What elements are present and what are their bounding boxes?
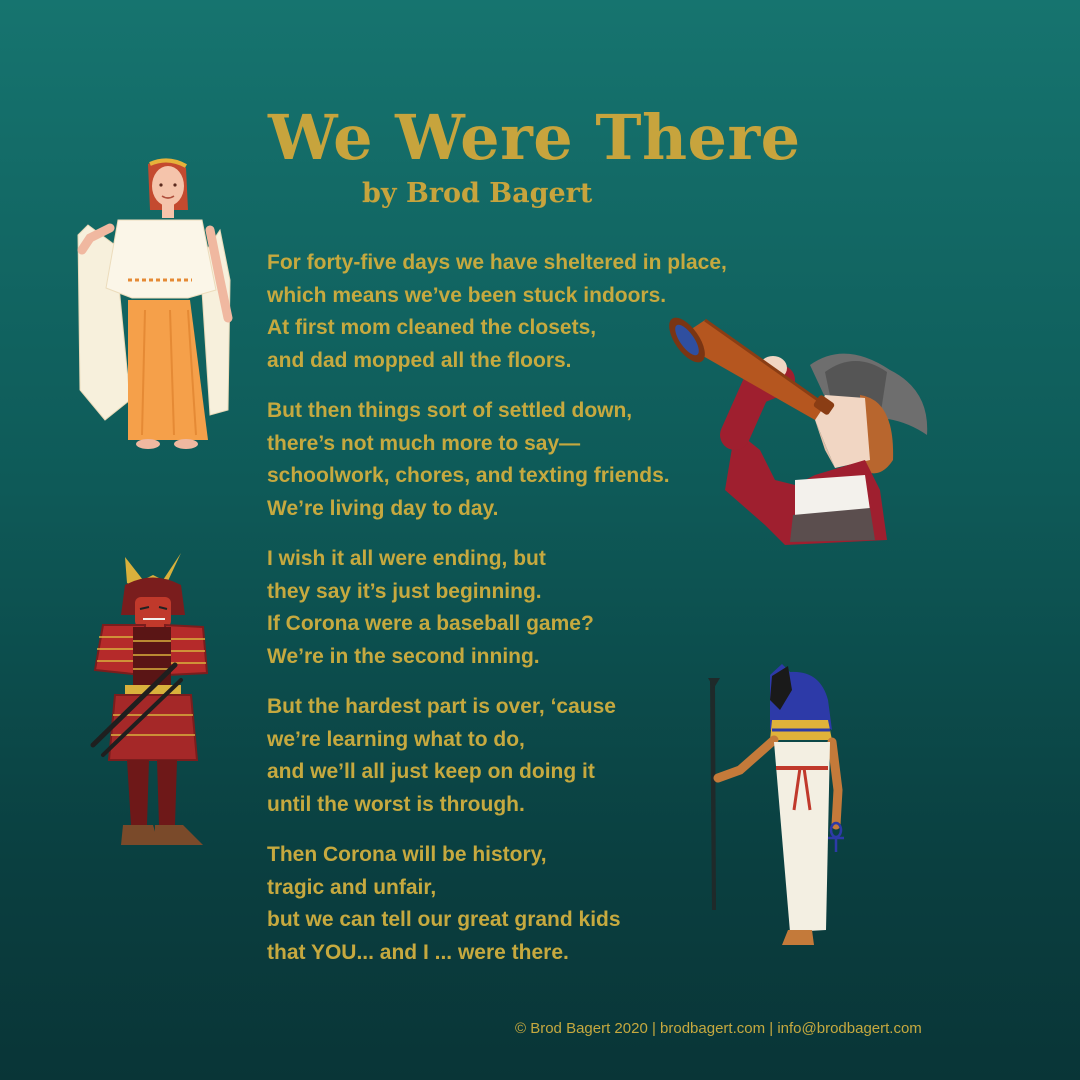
- poem-line: and dad mopped all the floors.: [267, 348, 572, 372]
- egyptian-goddess-icon: [700, 660, 860, 955]
- explorer-telescope-icon: [665, 310, 940, 550]
- poem-line: tragic and unfair,: [267, 875, 437, 899]
- poem-line: we’re learning what to do,: [267, 727, 525, 751]
- poem-title: We Were There: [268, 101, 801, 174]
- poem-line: But the hardest part is over, ‘cause: [267, 695, 616, 718]
- poem-line: and we’ll all just keep on doing it: [267, 760, 595, 783]
- poem-line: At first mom cleaned the closets,: [267, 316, 597, 339]
- poem-line: but we can tell our great grand kids: [267, 908, 621, 931]
- poem-line: For forty-five days we have sheltered in place,: [267, 251, 727, 274]
- poem-line: Then Corona will be history,: [267, 843, 547, 866]
- poem-line: until the worst is through.: [267, 792, 525, 816]
- poem-line: they say it’s just beginning.: [267, 579, 542, 603]
- greek-woman-icon: [70, 150, 240, 460]
- samurai-warrior-icon: [85, 545, 215, 865]
- poem-line: that YOU... and I ... were there.: [267, 940, 569, 964]
- poem-line: We’re in the second inning.: [267, 644, 540, 668]
- poem-line: schoolwork, chores, and texting friends.: [267, 464, 670, 487]
- stanza-3: [267, 543, 787, 673]
- poem-line: there’s not much more to say—: [267, 431, 581, 455]
- poem-byline: by Brod Bagert: [362, 178, 593, 209]
- copyright-footer: © Brod Bagert 2020 | brodbagert.com | info@brodbagert.com: [515, 1020, 922, 1037]
- poem-line: I wish it all were ending, but: [267, 547, 546, 570]
- poem-line: which means we’ve been stuck indoors.: [267, 283, 667, 307]
- poem-line: We’re living day to day.: [267, 496, 499, 520]
- poem-line: If Corona were a baseball game?: [267, 612, 594, 635]
- poem-line: But then things sort of settled down,: [267, 399, 633, 422]
